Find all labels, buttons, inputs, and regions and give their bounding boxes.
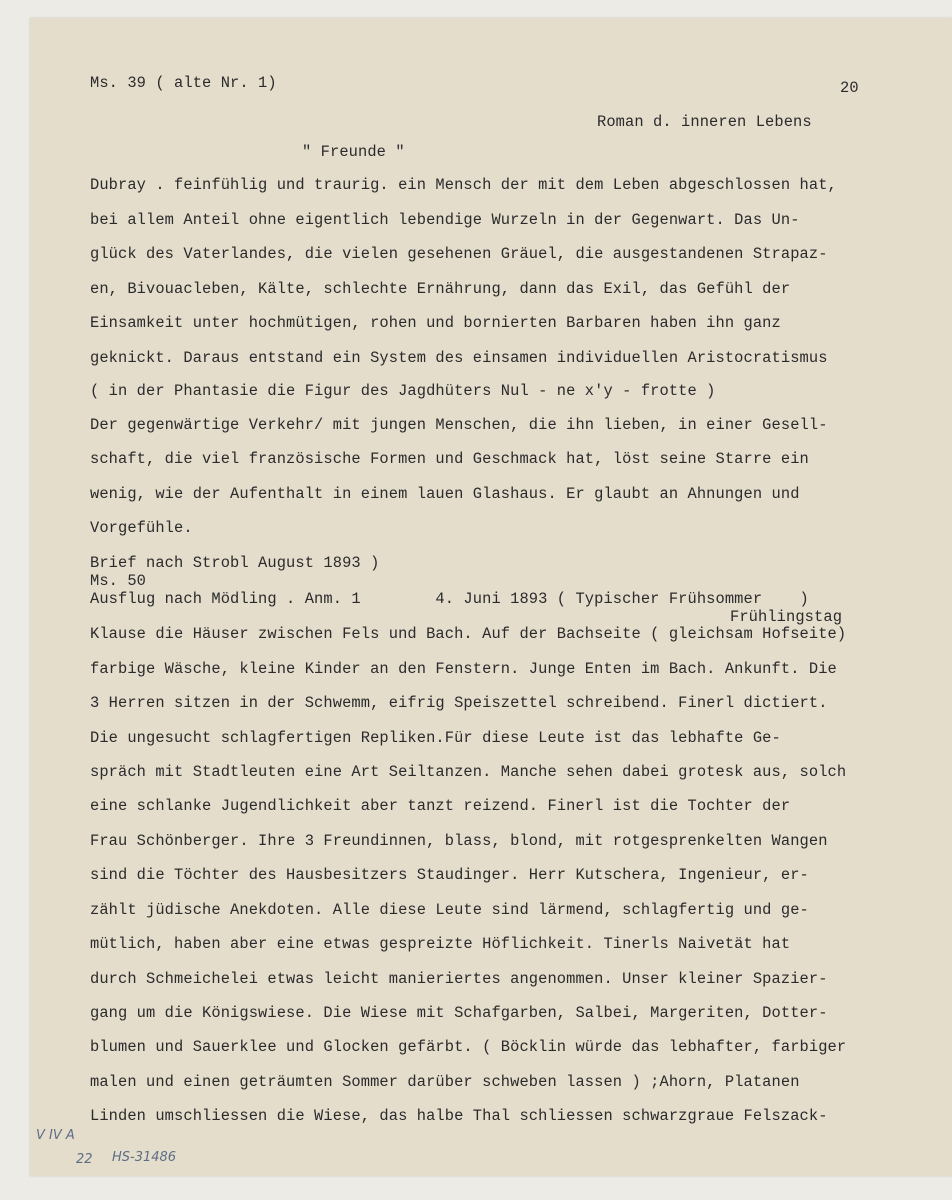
text-line: malen und einen geträumten Sommer darüber schweben lassen ) ;Ahorn, Platanen: [90, 1073, 800, 1091]
text-line: mütlich, haben aber eine etwas gespreizte Höflichkeit. Tinerls Naivetät hat: [90, 935, 791, 953]
manuscript-page: [30, 18, 952, 1176]
text-line: sind die Töchter des Hausbesitzers Staudinger. Herr Kutschera, Ingenieur, er-: [90, 866, 809, 884]
text-line: eine schlanke Jugendlichkeit aber tanzt reizend. Finerl ist die Tochter der: [90, 797, 791, 815]
text-line: Linden umschliessen die Wiese, das halbe Thal schliessen schwarzgraue Felszack-: [90, 1107, 828, 1125]
text-line: Einsamkeit unter hochmütigen, rohen und bornierten Barbaren haben ihn ganz: [90, 314, 781, 332]
number-note: 22: [76, 1152, 93, 1167]
text-line: farbige Wäsche, kleine Kinder an den Fenstern. Junge Enten im Bach. Ankunft. Die: [90, 660, 837, 678]
text-line: durch Schmeichelei etwas leicht manieriertes angenommen. Unser kleiner Spazier-: [90, 970, 828, 988]
text-line: 3 Herren sitzen in der Schwemm, eifrig Speiszettel schreibend. Finerl dictiert.: [90, 694, 828, 712]
text-line: ( in der Phantasie die Figur des Jagdhüters Nul - ne x'y - frotte ): [90, 382, 716, 400]
text-line-interlinear: Frühlingstag: [730, 608, 843, 626]
text-line: glück des Vaterlandes, die vielen gesehenen Gräuel, die ausgestandenen Strapaz-: [90, 245, 828, 263]
text-line: blumen und Sauerklee und Glocken gefärbt. ( Böcklin würde das lebhafter, farbiger: [90, 1038, 847, 1056]
text-line: bei allem Anteil ohne eigentlich lebendige Wurzeln in der Gegenwart. Das Un-: [90, 211, 800, 229]
work-title: Roman d. inneren Lebens: [597, 113, 812, 131]
text-line: geknickt. Daraus entstand ein System des einsamen individuellen Aristocratismus: [90, 349, 828, 367]
section-title: " Freunde ": [302, 143, 405, 161]
inventory-note: HS-31486: [112, 1150, 177, 1165]
text-line: Der gegenwärtige Verkehr/ mit jungen Menschen, die ihn lieben, in einer Gesell-: [90, 416, 828, 434]
page-number: 20: [840, 79, 859, 97]
text-line: en, Bivouacleben, Kälte, schlechte Ernährung, dann das Exil, das Gefühl der: [90, 280, 791, 298]
text-line: Vorgefühle.: [90, 519, 193, 537]
text-line: Brief nach Strobl August 1893 ): [90, 554, 380, 572]
ms-reference: Ms. 39 ( alte Nr. 1): [90, 74, 277, 92]
text-line: Ausflug nach Mödling . Anm. 1 4. Juni 1893 ( Typischer Frühsommer ): [90, 590, 809, 608]
text-line: zählt jüdische Anekdoten. Alle diese Leute sind lärmend, schlagfertig und ge-: [90, 901, 809, 919]
text-line: Frau Schönberger. Ihre 3 Freundinnen, blass, blond, mit rotgesprenkelten Wangen: [90, 832, 828, 850]
text-line: wenig, wie der Aufenthalt in einem lauen Glashaus. Er glaubt an Ahnungen und: [90, 485, 800, 503]
text-line: schaft, die viel französische Formen und Geschmack hat, löst seine Starre ein: [90, 450, 809, 468]
text-line: Ms. 50: [90, 572, 147, 590]
text-line: spräch mit Stadtleuten eine Art Seiltanzen. Manche sehen dabei grotesk aus, solch: [90, 763, 847, 781]
text-line: Klause die Häuser zwischen Fels und Bach. Auf der Bachseite ( gleichsam Hofseite): [90, 625, 847, 643]
shelf-mark-note: V IV A: [36, 1128, 75, 1143]
text-line: Die ungesucht schlagfertigen Repliken.Für diese Leute ist das lebhafte Ge-: [90, 729, 781, 747]
text-line: gang um die Königswiese. Die Wiese mit Schafgarben, Salbei, Margeriten, Dotter-: [90, 1004, 828, 1022]
text-line: Dubray . feinfühlig und traurig. ein Mensch der mit dem Leben abgeschlossen hat,: [90, 176, 837, 194]
